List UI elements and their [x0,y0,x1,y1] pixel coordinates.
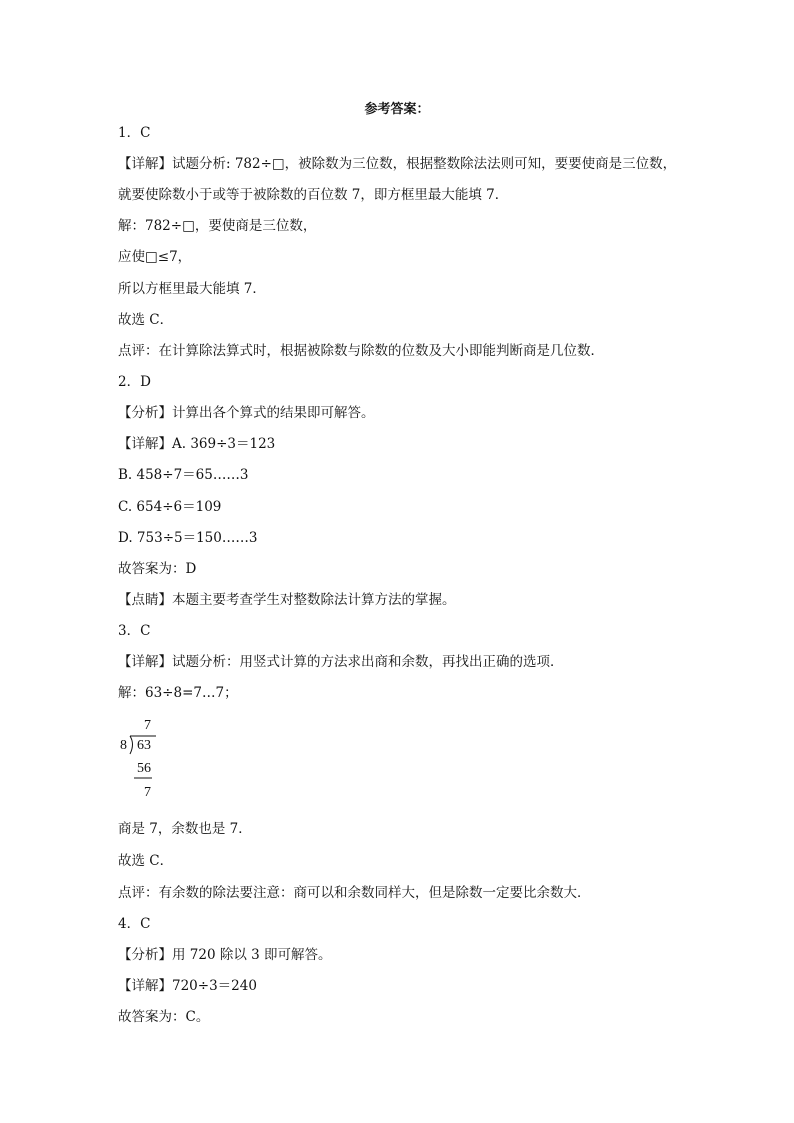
text-line: D. 753÷5＝150……3 [118,530,258,546]
division-divisor: 8 [120,738,127,753]
division-remainder: 7 [144,785,151,800]
text-line: 故答案为：C。 [118,1009,210,1025]
text-line: 【点睛】本题主要考查学生对整数除法计算方法的掌握。 [118,592,456,608]
text-line: 就要使除数小于或等于被除数的百位数 7，即方框里最大能填 7． [118,187,509,203]
text-line: 【分析】计算出各个算式的结果即可解答。 [118,405,375,421]
text-line: 点评：在计算除法算式时，根据被除数与除数的位数及大小即能判断商是几位数． [118,343,604,359]
text-line: 【详解】试题分析: 782÷□，被除数为三位数，根据整数除法法则可知，要要使商是三位数， [118,156,677,172]
text-line: C. 654÷6＝109 [118,499,222,515]
text-line: B. 458÷7＝65……3 [118,467,249,483]
text-line: 所以方框里最大能填 7． [118,281,266,297]
page-title: 参考答案： [364,102,430,117]
text-line: 点评：有余数的除法要注意：商可以和余数同样大，但是除数一定要比余数大． [118,885,591,901]
answer-number: 1．C [118,125,151,141]
text-line: 解：782÷□，要使商是三位数， [118,218,317,234]
text-line: 【详解】720÷3＝240 [118,978,257,994]
text-line: 商是 7，余数也是 7． [118,821,252,837]
text-line: 【分析】用 720 除以 3 即可解答。 [118,947,332,963]
text-line: 应使□≤7， [118,249,192,265]
long-division [118,716,178,804]
division-quotient: 7 [144,718,151,733]
text-line: 故选 C． [118,312,174,328]
division-product: 56 [137,761,151,776]
text-line: 【详解】试题分析：用竖式计算的方法求出商和余数，再找出正确的选项． [118,654,564,670]
answer-number: 2．D [118,374,151,390]
text-line: 故选 C． [118,853,174,869]
division-dividend: 63 [137,738,151,753]
answer-number: 4．C [118,916,151,932]
text-line: 【详解】A. 369÷3＝123 [118,436,276,452]
text-line: 解：63÷8=7…7； [118,685,238,701]
answer-number: 3．C [118,623,151,639]
text-line: 故答案为：D [118,561,197,577]
